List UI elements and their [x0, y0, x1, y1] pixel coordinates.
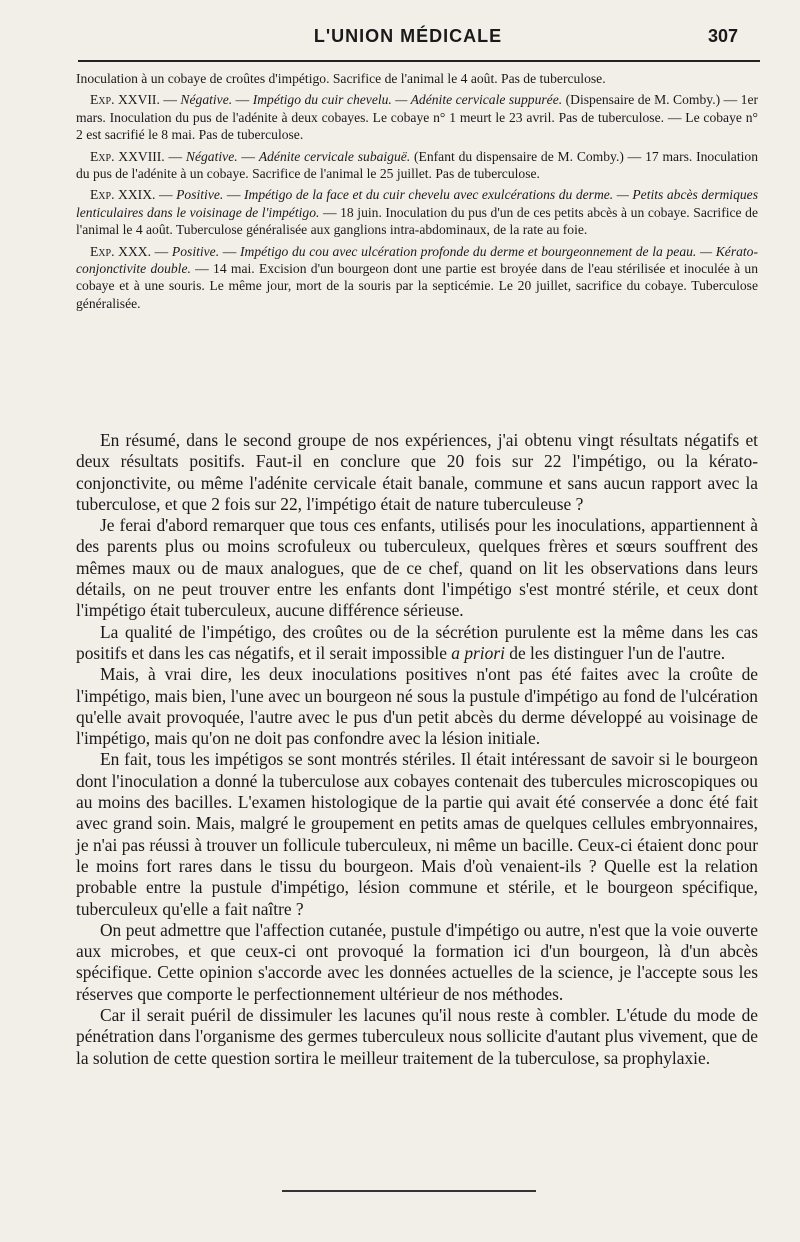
note-continuation: Inoculation à un cobaye de croûtes d'impétigo. Sacrifice de l'animal le 4 août. Pas de tuberculose. — [76, 71, 606, 86]
experiment-notes — [76, 70, 758, 316]
experiment-entry: Exp. XXVII. — Négative. — Impétigo du cuir chevelu. — Adénite cervicale suppurée. (Dispensaire de M. Comby.) — 1er mars. Inoculation du pus de l'adénite à deux cobayes. Le cobaye n° 1 meurt le 23 avril. Pas de tuberculose. — Le cobaye n° 2 est sacrifié le 8 mai. Pas de tuberculose. — [76, 92, 759, 143]
header-rule — [78, 60, 760, 62]
page-number: 307 — [707, 26, 738, 46]
italic-phrase: a priori — [451, 642, 505, 663]
experiment-result: Négative. — [180, 92, 233, 108]
experiment-body: (Dispensaire de M. Comby.) — 1er mars. Inoculation du pus de l'adénite à deux cobayes. Le cobaye n° 1 meurt le 23 avril. Pas de tuberculose. — Le cobaye n° 2 est sacrifié le 8 mai. Pas de tuberculose. — [76, 92, 759, 143]
experiment-body: — 18 juin. Inoculation du pus d'un de ces petits abcès à un cobaye. Sacrifice de l'animal le 4 août. Tuberculose généralisée aux ganglions intra-abdominaux, de la rate au foie. — [76, 204, 758, 238]
body-paragraph: En fait, tous les impétigos se sont montrés stériles. Il était intéressant de savoir si le bourgeon dont l'inoculation a donné la tuberculose aux cobayes contenait des tubercules microscopiques ou au moins des bacilles. L'examen histologique de la partie qui avait été conservée a donc été fait avec grand soin. Mais, malgré le groupement en petits amas de quelques cellules embryonnaires, je n'ai pas réussi à trouver un follicule tuberculeux, ni même un bacille. Ceux-ci étaient donc pour le moins fort rares dans le tissu du bourgeon. Mais d'où venaient-ils ? Quelle est la relation probable entre la pustule d'impétigo, lésion commune et stérile, et le bourgeon spécifique, tuberculeux qu'elle a fait naître ? — [76, 749, 758, 919]
experiment-label: Exp. XXIX. — [90, 187, 156, 203]
body-paragraph: Car il serait puéril de dissimuler les lacunes qu'il nous reste à combler. L'étude du mode de pénétration dans l'organisme des germes tuberculeux nous sollicite d'autant plus vivement, que de la solution de cette question sortira le meilleur traitement de la tuberculose, sa prophylaxie. — [76, 1005, 758, 1068]
experiment-label: Exp. XXVII. — [90, 92, 160, 108]
experiment-label: Exp. XXVIII. — [90, 148, 165, 164]
body-text — [76, 430, 758, 1069]
closing-rule — [282, 1190, 536, 1192]
body-paragraph: Mais, à vrai dire, les deux inoculations positives n'ont pas été faites avec la croûte de l'impétigo, mais bien, l'une avec un bourgeon né sous la pustule d'impétigo au fond de l'ulcération qu'elle avait provoquée, l'autre avec le pus d'un petit abcès du derme développé au voisinage de l'impétigo, mais qu'on ne doit pas confondre avec la lésion initiale. — [76, 664, 758, 749]
experiment-entry: Exp. XXVIII. — Négative. — Adénite cervicale subaiguë. (Enfant du dispensaire de M. Comby.) — 17 mars. Inoculation du pus de l'adénite à un cobaye. Sacrifice de l'animal le 25 juillet. Pas de tuberculose. — [76, 148, 758, 182]
experiment-result: Positive. — [171, 243, 220, 259]
body-paragraph: On peut admettre que l'affection cutanée, pustule d'impétigo ou autre, n'est que la voie ouverte aux microbes, et que ceux-ci ont provoqué la formation ici d'un bourgeon, là d'un abcès spécifique. Cette opinion s'accorde avec les données actuelles de la science, je l'accepte sous les réserves que comporte le perfectionnement ultérieur de nos méthodes. — [76, 919, 758, 1004]
experiment-title: Impétigo du cou avec ulcération profonde du derme et bourgeonnement de la peau. — Kérato-conjonctivite double. — [76, 243, 759, 277]
experiment-title: Adénite cervicale subaiguë. — [258, 148, 411, 164]
experiment-result: Positive. — [176, 187, 224, 203]
body-paragraph: La qualité de l'impétigo, des croûtes ou de la sécrétion purulente est la même dans les cas positifs et dans les cas négatifs, et il serait impossible a priori de les distinguer l'un de l'autre. — [76, 621, 758, 663]
running-title: L'UNION MÉDICALE — [313, 26, 503, 46]
experiment-body: (Enfant du dispensaire de M. Comby.) — 17 mars. Inoculation du pus de l'adénite à un cobaye. Sacrifice de l'animal le 25 juillet. Pas de tuberculose. — [76, 148, 758, 182]
experiment-entry: Exp. XXIX. — Positive. — Impétigo de la face et du cuir chevelu avec exulcérations du derme. — Petits abcès dermiques lenticulaires dans le voisinage de l'impétigo. — 18 juin. Inoculation du pus d'un de ces petits abcès à un cobaye. Sacrifice de l'animal le 4 août. Tuberculose généralisée aux ganglions intra-abdominaux, de la rate au foie. — [76, 187, 759, 238]
experiment-result: Négative. — [185, 148, 238, 164]
experiment-title: Impétigo de la face et du cuir chevelu avec exulcérations du derme. — Petits abcès dermiques lenticulaires dans le voisinage de l'impétigo. — [76, 187, 759, 220]
experiment-label: Exp. XXX. — [90, 243, 151, 259]
body-paragraph: En résumé, dans le second groupe de nos expériences, j'ai obtenu vingt résultats négatifs et deux résultats positifs. Faut-il en conclure que 20 fois sur 22 l'impétigo, ou la kérato-conjonctivite, ou même l'adénite cervicale était banale, commune et sans aucun rapport avec la tuberculose, et que 2 fois sur 22, l'impétigo était de nature tuberculeuse ? — [76, 430, 758, 514]
experiment-title: Impétigo du cuir chevelu. — Adénite cervicale suppurée. — [252, 92, 563, 108]
page-header — [78, 22, 738, 52]
experiment-entry: Exp. XXX. — Positive. — Impétigo du cou avec ulcération profonde du derme et bourgeonnement de la peau. — Kérato-conjonctivite double. — 14 mai. Excision d'un bourgeon dont une partie est broyée dans de l'eau stérilisée et inoculée à un cobaye et à une souris. Le même jour, mort de la souris par la septicémie. Le 20 juillet, sacrifice du cobaye. Tuberculose généralisée. — [76, 243, 759, 311]
experiment-body: — 14 mai. Excision d'un bourgeon dont une partie est broyée dans de l'eau stérilisée et inoculée à un cobaye et à une souris. Le même jour, mort de la souris par la septicémie. Le 20 juillet, sacrifice du cobaye. Tuberculose généralisée. — [76, 261, 758, 311]
body-paragraph: Je ferai d'abord remarquer que tous ces enfants, utilisés pour les inoculations, appartiennent à des parents plus ou moins scrofuleux ou tuberculeux, quelques frères et sœurs souffrent des mêmes maux ou de maux analogues, que de ce chef, quand on lit les observations dans leurs détails, on ne peut trouver entre les enfants dont l'impétigo s'est montré stérile, et ceux dont l'impétigo était tuberculeux, aucune différence sérieuse. — [76, 515, 758, 621]
